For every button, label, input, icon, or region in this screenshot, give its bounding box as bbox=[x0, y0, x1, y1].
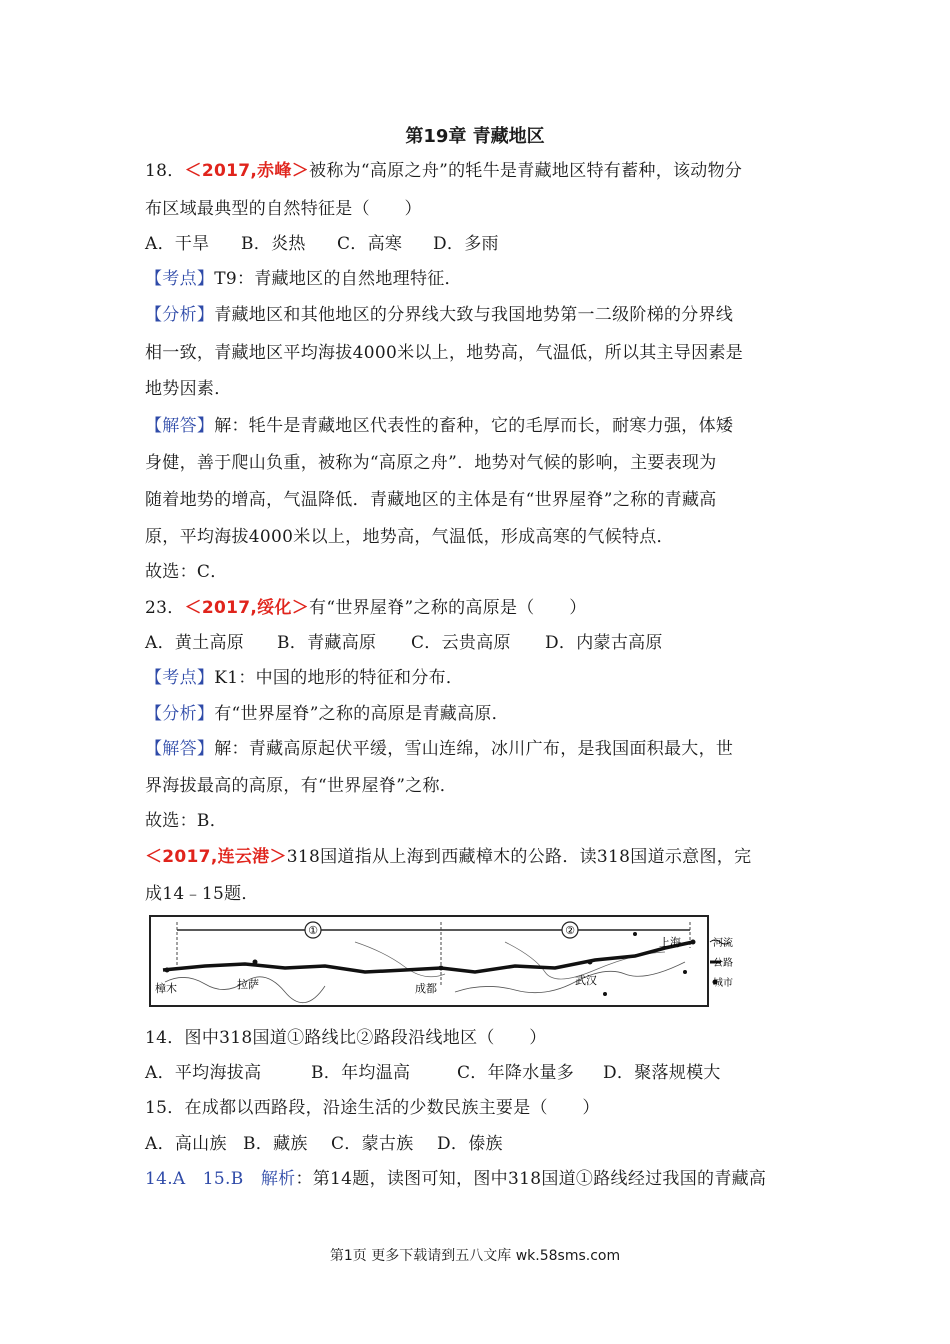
q23-fenxi-tag: 【分析】 bbox=[145, 704, 215, 724]
city-dot-extra-3 bbox=[683, 970, 687, 974]
q23-kaodian-tag: 【考点】 bbox=[145, 668, 215, 688]
q18-option-c: C．高寒 bbox=[337, 234, 403, 254]
q15-options bbox=[145, 1127, 810, 1161]
q18-jieda-2: 身健，善于爬山负重，被称为“高原之舟”．地势对气候的影响，主要表现为 bbox=[145, 453, 717, 473]
q18-stem-1: 被称为“高原之舟”的牦牛是青藏地区特有蓄种，该动物分 bbox=[309, 161, 743, 181]
q18-kaodian bbox=[145, 262, 810, 296]
q23-stem-line bbox=[145, 591, 810, 625]
q18-jieda-1 bbox=[145, 409, 810, 443]
q23-number: 23． bbox=[145, 598, 185, 618]
q23-jieda-tag: 【解答】 bbox=[145, 739, 215, 759]
q15-option-d: D．傣族 bbox=[437, 1134, 503, 1154]
q23-jieda-text-1: 解：青藏高原起伏平缓，雪山连绵，冰川广布，是我国面积最大，世 bbox=[214, 739, 734, 759]
city-label-shanghai: 上海 bbox=[659, 936, 681, 949]
q23-option-c: C．云贵高原 bbox=[411, 633, 511, 653]
segment-1-label: ① bbox=[308, 924, 318, 937]
q18-jieda-3: 随着地势的增高，气温降低．青藏地区的主体是有“世界屋脊”之称的青藏高 bbox=[145, 490, 717, 510]
q23-option-a: A．黄土高原 bbox=[145, 633, 245, 653]
q18-fenxi-3: 地势因素． bbox=[145, 379, 232, 399]
q23-jieda-1 bbox=[145, 732, 810, 766]
q23-answer: 故选：B． bbox=[145, 811, 227, 831]
q18-stem-line-1 bbox=[145, 154, 810, 188]
legend-river-label: 河流 bbox=[713, 938, 733, 949]
q18-answer: 故选：C． bbox=[145, 562, 228, 582]
city-label-wuhan: 武汉 bbox=[575, 974, 597, 987]
jiexi-label: 14.A 15.B 解析 bbox=[145, 1169, 296, 1189]
q14-options bbox=[145, 1056, 810, 1090]
route-318-map bbox=[145, 912, 733, 1012]
q23-stem: 有“世界屋脊”之称的高原是（ ） bbox=[309, 598, 587, 618]
chapter-title: 第19章 青藏地区 bbox=[405, 126, 545, 147]
q14-option-d: D．聚落规模大 bbox=[603, 1063, 721, 1083]
group-intro-text-1: 318国道指从上海到西藏樟木的公路．读318国道示意图，完 bbox=[286, 847, 752, 867]
q18-kaodian-text: T9：青藏地区的自然地理特征． bbox=[214, 269, 462, 289]
q23-fenxi-text: 有“世界屋脊”之称的高原是青藏高原． bbox=[214, 704, 509, 724]
q23-option-d: D．内蒙古高原 bbox=[545, 633, 663, 653]
q23-fenxi bbox=[145, 697, 810, 731]
q15-option-a: A．高山族 bbox=[145, 1134, 227, 1154]
q14-option-c: C．年降水量多 bbox=[457, 1063, 575, 1083]
q18-kaodian-tag: 【考点】 bbox=[145, 269, 215, 289]
city-dot-chengdu bbox=[439, 966, 444, 971]
q14-option-a: A．平均海拔高 bbox=[145, 1063, 262, 1083]
q23-kaodian-text: K1：中国的地形的特征和分布． bbox=[214, 668, 464, 688]
q15-stem: 15．在成都以西路段，沿途生活的少数民族主要是（ ） bbox=[145, 1098, 600, 1118]
city-dot-lhasa bbox=[253, 960, 258, 965]
group-intro-1 bbox=[145, 840, 810, 874]
city-label-lhasa: 拉萨 bbox=[237, 978, 259, 991]
q23-kaodian bbox=[145, 661, 810, 695]
q18-fenxi-2: 相一致，青藏地区平均海拔4000米以上，地势高，气温低，所以其主导因素是 bbox=[145, 343, 744, 363]
city-dot-shanghai bbox=[691, 940, 696, 945]
city-dot-extra-1 bbox=[633, 932, 637, 936]
jiexi-text: ：第14题，读图可知，图中318国道①路线经过我国的青藏高 bbox=[295, 1169, 767, 1189]
q18-jieda-text-1: 解：牦牛是青藏地区代表性的畜种，它的毛厚而长，耐寒力强，体矮 bbox=[214, 416, 734, 436]
q18-number: 18． bbox=[145, 161, 185, 181]
q23-option-b: B．青藏高原 bbox=[277, 633, 377, 653]
q23-source: ＜2017,绥化＞ bbox=[184, 598, 310, 618]
q23-jieda-2: 界海拔最高的高原，有“世界屋脊”之称． bbox=[145, 776, 458, 796]
q15-option-b: B．藏族 bbox=[243, 1134, 308, 1154]
q18-option-d: D．多雨 bbox=[433, 234, 499, 254]
q14-stem: 14．图中318国道①路线比②路段沿线地区（ ） bbox=[145, 1028, 547, 1048]
city-label-zhangmu: 樟木 bbox=[155, 982, 177, 995]
q18-option-b: B．炎热 bbox=[241, 234, 306, 254]
q18-fenxi-1 bbox=[145, 298, 810, 332]
city-dot-zhangmu bbox=[165, 968, 170, 973]
group-intro-2: 成14﹣15题． bbox=[145, 884, 259, 904]
q18-fenxi-tag: 【分析】 bbox=[145, 305, 215, 325]
city-dot-extra-2 bbox=[603, 992, 607, 996]
legend-city-label: 城市 bbox=[713, 978, 733, 989]
q18-jieda-4: 原，平均海拔4000米以上，地势高，气温低，形成高寒的气候特点． bbox=[145, 527, 674, 547]
q18-option-a: A．干旱 bbox=[145, 234, 210, 254]
q23-options bbox=[145, 626, 810, 660]
jiexi-line bbox=[145, 1162, 810, 1196]
q18-fenxi-text-1: 青藏地区和其他地区的分界线大致与我国地势第一二级阶梯的分界线 bbox=[214, 305, 734, 325]
group-source: ＜2017,连云港＞ bbox=[145, 847, 287, 867]
q18-jieda-tag: 【解答】 bbox=[145, 416, 215, 436]
legend-road-label: 公路 bbox=[713, 958, 733, 969]
page-footer: 第1页 更多下载请到五八文库 wk.58sms.com bbox=[329, 1248, 621, 1264]
city-label-chengdu: 成都 bbox=[415, 982, 437, 995]
q14-option-b: B．年均温高 bbox=[311, 1063, 411, 1083]
city-dot-wuhan bbox=[588, 960, 593, 965]
q18-options bbox=[145, 227, 810, 261]
q18-stem-2: 布区域最典型的自然特征是（ ） bbox=[145, 199, 422, 219]
q15-option-c: C．蒙古族 bbox=[331, 1134, 414, 1154]
segment-2-label: ② bbox=[565, 924, 575, 937]
q18-source: ＜2017,赤峰＞ bbox=[184, 161, 310, 181]
